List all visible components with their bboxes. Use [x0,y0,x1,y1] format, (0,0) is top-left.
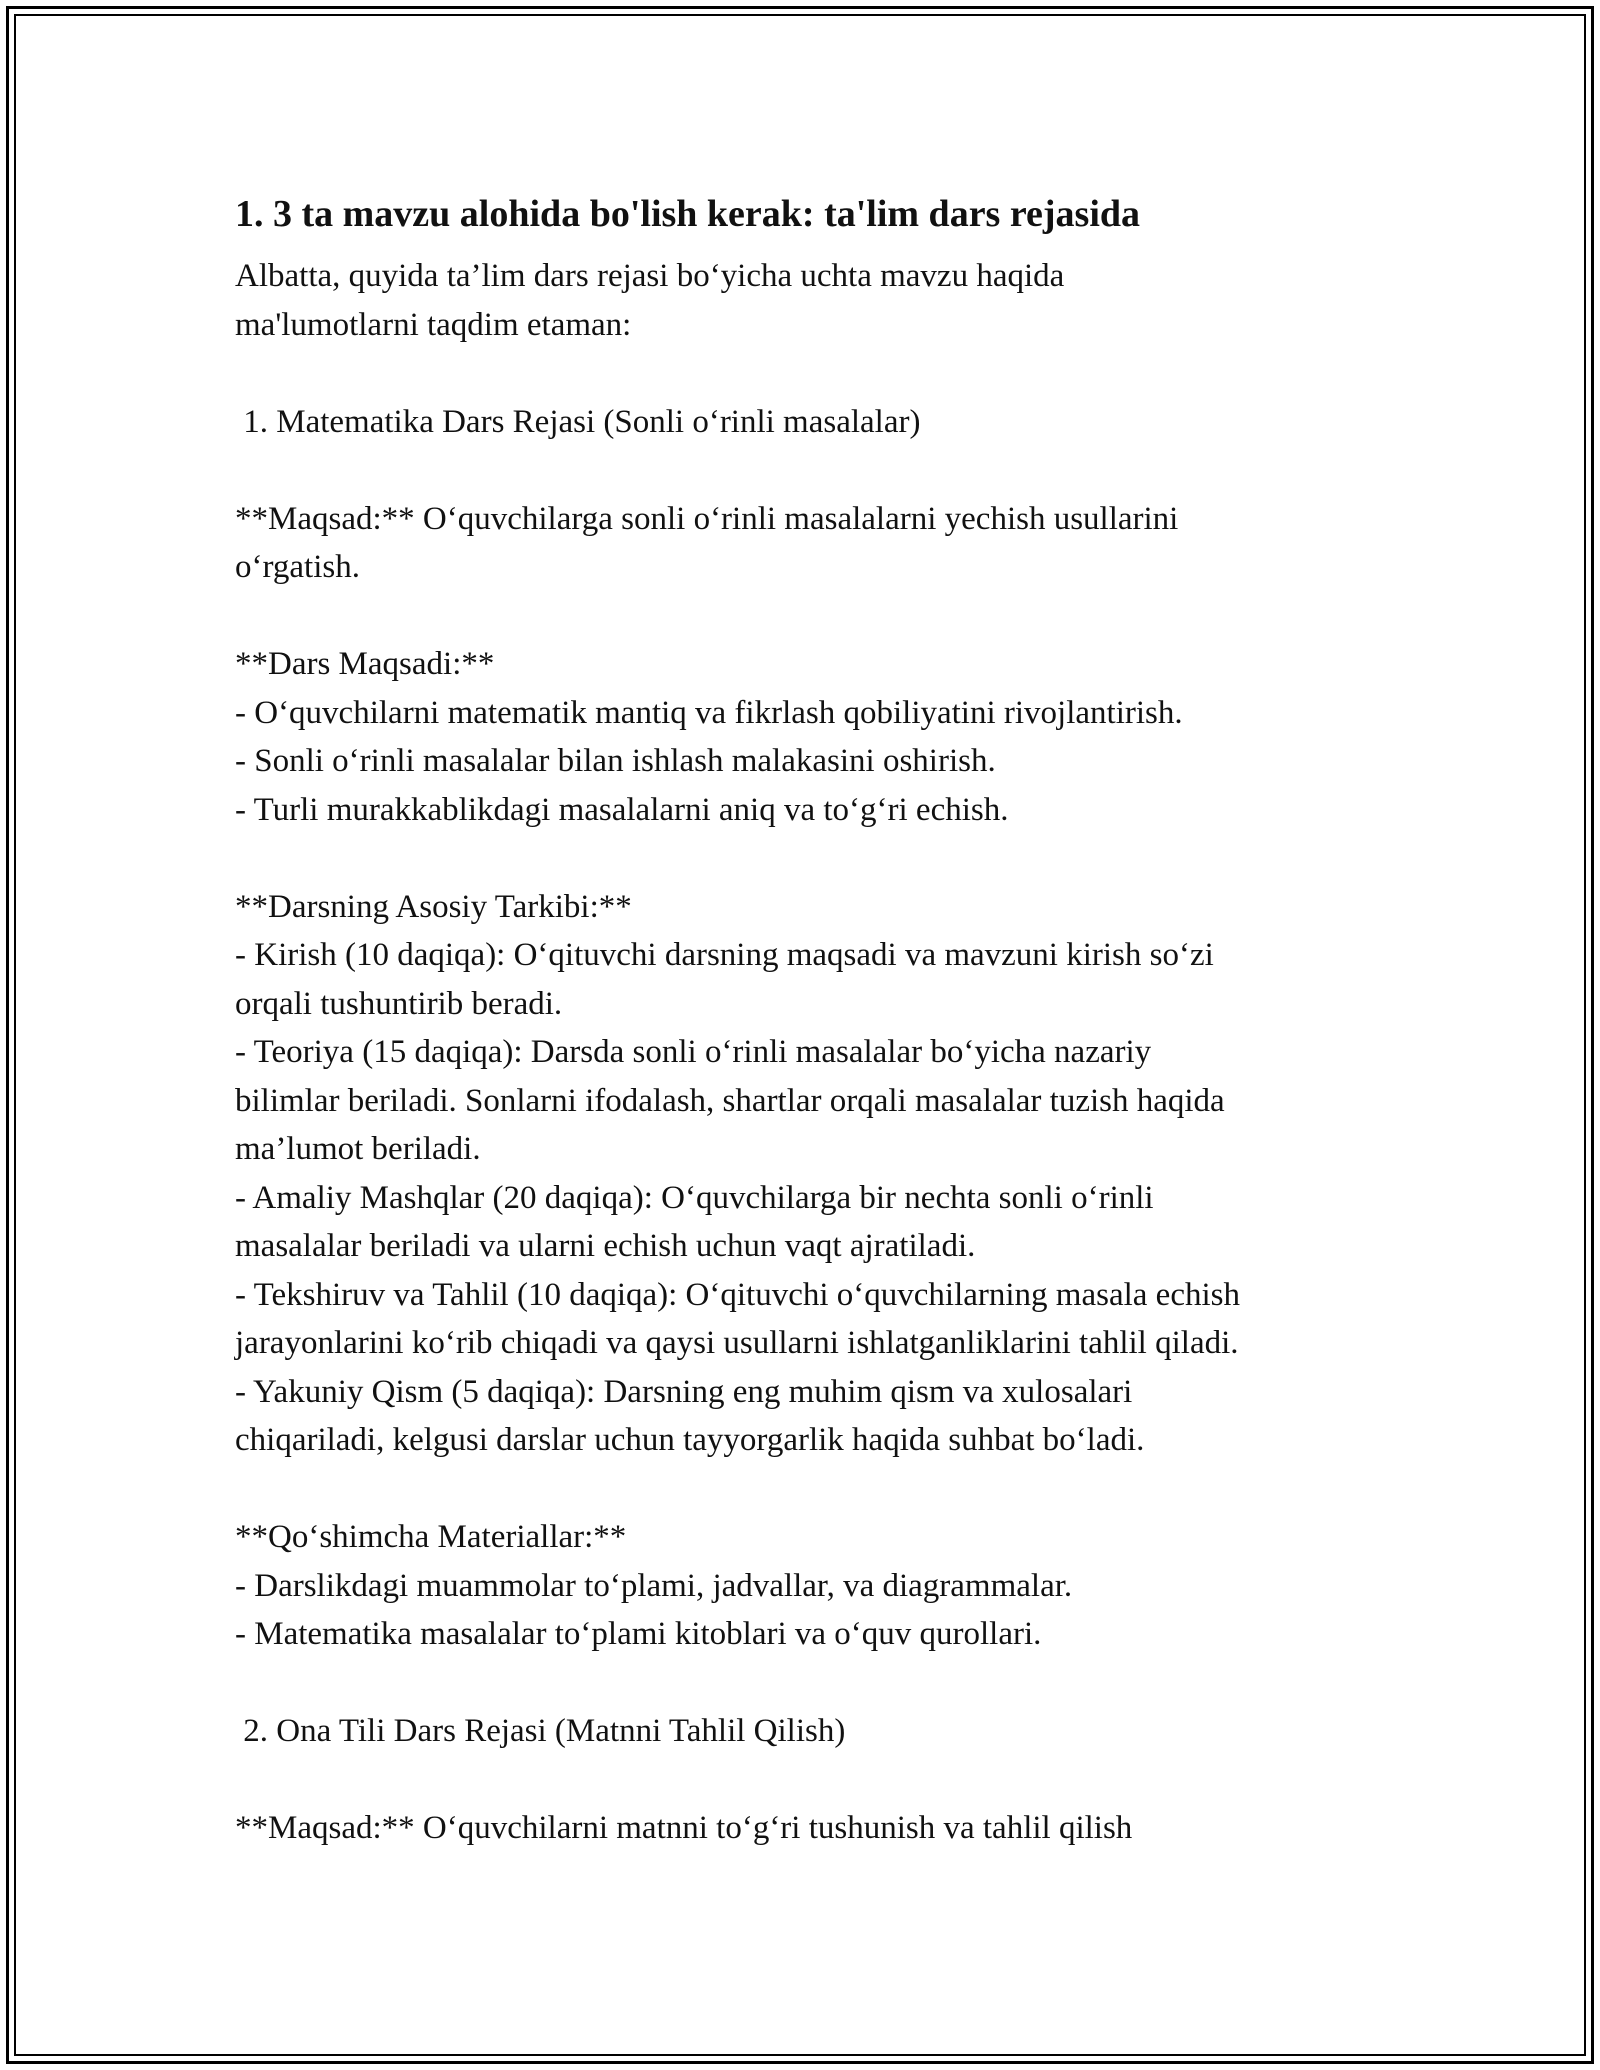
document-body [235,188,1385,1853]
spacer [235,1465,1385,1514]
spacer [235,592,1385,641]
spacer [235,446,1385,495]
section1-maqsad: **Maqsad:** O‘quvchilarga sonli o‘rinli masalalarni yechish usullarini o‘rgatish. [235,500,1179,585]
section1-heading: 1. Matematika Dars Rejasi (Sonli o‘rinli masalalar) [235,403,921,440]
spacer [235,834,1385,883]
spacer [235,349,1385,398]
intro-paragraph: Albatta, quyida ta’lim dars rejasi bo‘yicha uchta mavzu haqida ma'lumotlarni taqdim etaman: [235,258,1065,343]
section1-materiallar: **Qo‘shimcha Materiallar:** - Darslikdagi muammolar to‘plami, jadvallar, va diagrammalar. - Matematika masalalar to‘plami kitoblari va o‘quv qurollari. [235,1519,1073,1652]
section1-asosiy-tarkibi: **Darsning Asosiy Tarkibi:** - Kirish (10 daqiqa): O‘qituvchi darsning maqsadi va mavzuni kirish so‘zi orqali tushuntirib beradi. - Teoriya (15 daqiqa): Darsda sonli o‘rinli masalalar bo‘yicha nazariy bilimlar beriladi. Sonlarni ifodalash, shartlar orqali masalalar tuzish haqida ma’lumot beriladi. - Amaliy Mashqlar (20 daqiqa): O‘quvchilarga bir nechta sonli o‘rinli masalalar beriladi va ularni echish uchun vaqt ajratiladi. - Tekshiruv va Tahlil (10 daqiqa): O‘qituvchi o‘quvchilarning masala echish jarayonlarini ko‘rib chiqadi va qaysi usullarni ishlatganliklarini tahlil qiladi. - Yakuniy Qism (5 daqiqa): Darsning eng muhim qism va xulosalari chiqariladi, kelgusi darslar uchun tayyorgarlik haqida suhbat bo‘ladi. [235,888,1240,1458]
section2-heading: 2. Ona Tili Dars Rejasi (Matnni Tahlil Qilish) [235,1713,846,1749]
document-title: 1. 3 ta mavzu alohida bo'lish kerak: ta'lim dars rejasida [235,193,1141,235]
section1-dars-maqsadi: **Dars Maqsadi:** - O‘quvchilarni matematik mantiq va fikrlash qobiliyatini rivojlantirish. - Sonli o‘rinli masalalar bilan ishlash malakasini oshirish. - Turli murakkablikdagi masalalarni aniq va to‘g‘ri echish. [235,646,1183,828]
section2-maqsad: **Maqsad:** O‘quvchilarni matnni to‘g‘ri tushunish va tahlil qilish [235,1810,1133,1846]
spacer [235,1756,1385,1805]
spacer [235,1659,1385,1708]
